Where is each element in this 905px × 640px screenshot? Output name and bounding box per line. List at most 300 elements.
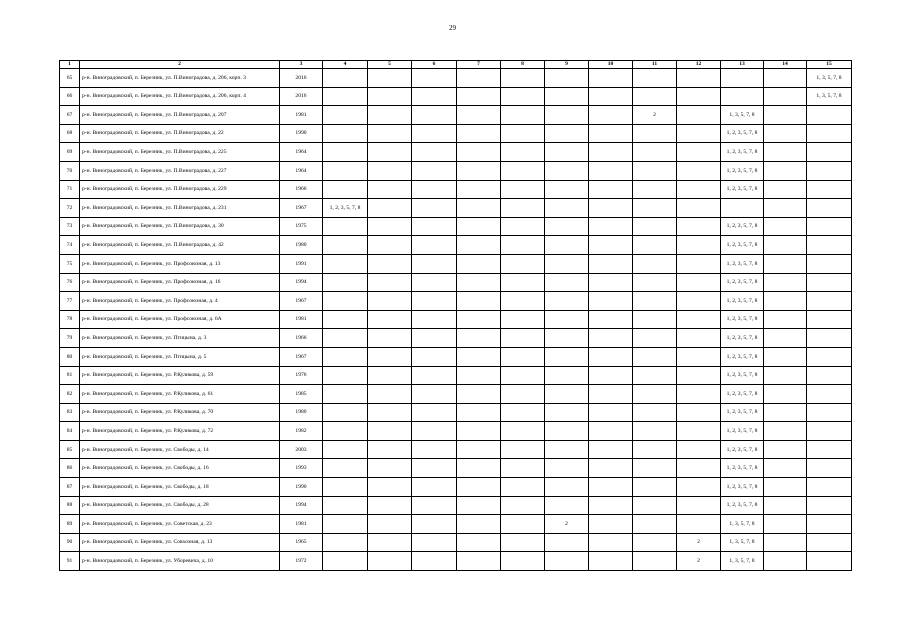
col-8-cell [501, 161, 545, 180]
col-9-cell [545, 552, 589, 571]
col-5-cell [368, 273, 412, 292]
col-12-cell [677, 273, 721, 292]
table-row [60, 69, 852, 88]
row-number: 67 [60, 106, 80, 125]
col-5-cell [368, 329, 412, 348]
row-number: 91 [60, 552, 80, 571]
column-header-2: 2 [80, 61, 280, 69]
address-cell: р-н. Виноградовский, п. Березник, ул. Р.Куликова, д. 61 [80, 385, 280, 404]
col-5-cell [368, 180, 412, 199]
col-13-cell: 1, 3, 5, 7, 8 [721, 552, 764, 571]
col-10-cell [589, 161, 633, 180]
col-10-cell [589, 347, 633, 366]
col-9-cell [545, 143, 589, 162]
col-11-cell [633, 366, 677, 385]
col-4-cell [323, 217, 368, 236]
row-number: 72 [60, 199, 80, 218]
year-cell: 1967 [280, 347, 323, 366]
address-cell: р-н. Виноградовский, п. Березник, ул. П.Виноградова, д. 229 [80, 180, 280, 199]
table-row [60, 161, 852, 180]
col-6-cell [412, 69, 457, 88]
col-8-cell [501, 310, 545, 329]
col-12-cell [677, 385, 721, 404]
col-14-cell [764, 106, 807, 125]
col-12-cell [677, 180, 721, 199]
col-11-cell [633, 161, 677, 180]
col-10-cell [589, 180, 633, 199]
col-10-cell [589, 273, 633, 292]
col-14-cell [764, 366, 807, 385]
address-cell: р-н. Виноградовский, п. Березник, ул. П.Виноградова, д. 206, корп. 3 [80, 69, 280, 88]
col-10-cell [589, 236, 633, 255]
row-number: 65 [60, 69, 80, 88]
col-12-cell [677, 329, 721, 348]
row-number: 76 [60, 273, 80, 292]
col-12-cell [677, 87, 721, 106]
col-13-cell: 1, 2, 3, 5, 7, 8 [721, 422, 764, 441]
table-row [60, 217, 852, 236]
row-number: 84 [60, 422, 80, 441]
col-12-cell [677, 440, 721, 459]
col-10-cell [589, 385, 633, 404]
col-9-cell [545, 273, 589, 292]
row-number: 71 [60, 180, 80, 199]
table-row [60, 143, 852, 162]
col-4-cell [323, 496, 368, 515]
col-4-cell [323, 347, 368, 366]
col-8-cell [501, 273, 545, 292]
col-13-cell: 1, 2, 3, 5, 7, 8 [721, 478, 764, 497]
col-4-cell [323, 254, 368, 273]
column-header-5: 5 [368, 61, 412, 69]
col-14-cell [764, 143, 807, 162]
address-cell: р-н. Виноградовский, п. Березник, ул. Свободы, д. 18 [80, 478, 280, 497]
col-9-cell [545, 366, 589, 385]
col-7-cell [457, 329, 501, 348]
col-4-cell [323, 87, 368, 106]
year-cell: 1967 [280, 199, 323, 218]
col-6-cell [412, 440, 457, 459]
col-15-cell [807, 515, 852, 534]
col-8-cell [501, 292, 545, 311]
table-row [60, 515, 852, 534]
col-4-cell [323, 422, 368, 441]
col-4-cell [323, 124, 368, 143]
col-10-cell [589, 496, 633, 515]
col-9-cell [545, 403, 589, 422]
col-12-cell [677, 236, 721, 255]
col-12-cell [677, 515, 721, 534]
col-12-cell [677, 403, 721, 422]
row-number: 74 [60, 236, 80, 255]
col-4-cell [323, 459, 368, 478]
table-row [60, 459, 852, 478]
col-12-cell [677, 143, 721, 162]
col-7-cell [457, 496, 501, 515]
col-9-cell [545, 292, 589, 311]
col-5-cell [368, 254, 412, 273]
col-14-cell [764, 273, 807, 292]
col-14-cell [764, 403, 807, 422]
col-7-cell [457, 515, 501, 534]
col-7-cell [457, 403, 501, 422]
year-cell: 2016 [280, 87, 323, 106]
col-13-cell: 1, 3, 5, 7, 8 [721, 106, 764, 125]
address-cell: р-н. Виноградовский, п. Березник, ул. Птицына, д. 3 [80, 329, 280, 348]
col-4-cell [323, 143, 368, 162]
col-8-cell [501, 143, 545, 162]
col-12-cell [677, 106, 721, 125]
col-5-cell [368, 124, 412, 143]
col-8-cell [501, 533, 545, 552]
col-15-cell [807, 199, 852, 218]
col-6-cell [412, 217, 457, 236]
table-row [60, 87, 852, 106]
col-13-cell: 1, 2, 3, 5, 7, 8 [721, 217, 764, 236]
year-cell: 1990 [280, 478, 323, 497]
col-13-cell [721, 87, 764, 106]
col-6-cell [412, 180, 457, 199]
col-10-cell [589, 69, 633, 88]
row-number: 89 [60, 515, 80, 534]
table-row [60, 440, 852, 459]
col-13-cell: 1, 2, 3, 5, 7, 8 [721, 385, 764, 404]
col-10-cell [589, 143, 633, 162]
col-13-cell [721, 69, 764, 88]
col-5-cell [368, 440, 412, 459]
row-number: 78 [60, 310, 80, 329]
row-number: 70 [60, 161, 80, 180]
col-14-cell [764, 422, 807, 441]
col-4-cell [323, 310, 368, 329]
col-10-cell [589, 87, 633, 106]
col-15-cell [807, 161, 852, 180]
col-11-cell [633, 69, 677, 88]
col-11-cell [633, 440, 677, 459]
col-15-cell [807, 403, 852, 422]
col-5-cell [368, 478, 412, 497]
col-8-cell [501, 440, 545, 459]
col-5-cell [368, 69, 412, 88]
col-7-cell [457, 69, 501, 88]
col-14-cell [764, 459, 807, 478]
year-cell: 1991 [280, 254, 323, 273]
col-12-cell [677, 292, 721, 311]
year-cell: 1966 [280, 180, 323, 199]
column-header-4: 4 [323, 61, 368, 69]
row-number: 66 [60, 87, 80, 106]
col-7-cell [457, 87, 501, 106]
table-row [60, 366, 852, 385]
col-12-cell [677, 124, 721, 143]
col-14-cell [764, 69, 807, 88]
year-cell: 1994 [280, 496, 323, 515]
col-15-cell [807, 273, 852, 292]
col-7-cell [457, 236, 501, 255]
col-5-cell [368, 199, 412, 218]
col-9-cell [545, 440, 589, 459]
address-cell: р-н. Виноградовский, п. Березник, ул. П.Виноградова, д. 227 [80, 161, 280, 180]
col-15-cell [807, 217, 852, 236]
column-header-9: 9 [545, 61, 589, 69]
col-8-cell [501, 254, 545, 273]
table-row [60, 496, 852, 515]
col-13-cell: 1, 3, 5, 7, 8 [721, 533, 764, 552]
address-cell: р-н. Виноградовский, п. Березник, ул. Свободы, д. 16 [80, 459, 280, 478]
col-9-cell [545, 180, 589, 199]
col-14-cell [764, 310, 807, 329]
table-row [60, 403, 852, 422]
col-11-cell [633, 143, 677, 162]
address-cell: р-н. Виноградовский, п. Березник, ул. Профсоюзная, д. 13 [80, 254, 280, 273]
col-4-cell [323, 515, 368, 534]
col-6-cell [412, 329, 457, 348]
col-14-cell [764, 217, 807, 236]
col-15-cell [807, 533, 852, 552]
col-7-cell [457, 273, 501, 292]
col-12-cell: 2 [677, 533, 721, 552]
col-6-cell [412, 422, 457, 441]
col-4-cell [323, 385, 368, 404]
col-11-cell [633, 347, 677, 366]
address-cell: р-н. Виноградовский, п. Березник, ул. Профсоюзная, д. 16 [80, 273, 280, 292]
col-12-cell [677, 459, 721, 478]
col-7-cell [457, 385, 501, 404]
table-row [60, 180, 852, 199]
col-11-cell [633, 199, 677, 218]
col-15-cell [807, 329, 852, 348]
col-4-cell [323, 273, 368, 292]
col-6-cell [412, 385, 457, 404]
address-cell: р-н. Виноградовский, п. Березник, ул. П.Виноградова, д. 231 [80, 199, 280, 218]
col-6-cell [412, 478, 457, 497]
col-5-cell [368, 310, 412, 329]
row-number: 90 [60, 533, 80, 552]
col-4-cell [323, 292, 368, 311]
col-11-cell [633, 496, 677, 515]
col-6-cell [412, 459, 457, 478]
col-14-cell [764, 180, 807, 199]
column-header-1: 1 [60, 61, 80, 69]
table-row [60, 236, 852, 255]
col-9-cell [545, 199, 589, 218]
table-row [60, 292, 852, 311]
col-11-cell [633, 515, 677, 534]
row-number: 86 [60, 459, 80, 478]
col-6-cell [412, 254, 457, 273]
table-row [60, 329, 852, 348]
col-5-cell [368, 422, 412, 441]
col-12-cell [677, 217, 721, 236]
col-4-cell [323, 161, 368, 180]
row-number: 69 [60, 143, 80, 162]
address-cell: р-н. Виноградовский, п. Березник, ул. Уборевича, д. 10 [80, 552, 280, 571]
col-4-cell [323, 329, 368, 348]
col-11-cell [633, 310, 677, 329]
address-cell: р-н. Виноградовский, п. Березник, ул. Советская, д. 23 [80, 515, 280, 534]
column-header-14: 14 [764, 61, 807, 69]
column-header-7: 7 [457, 61, 501, 69]
col-5-cell [368, 496, 412, 515]
col-15-cell [807, 347, 852, 366]
col-15-cell [807, 385, 852, 404]
col-9-cell [545, 161, 589, 180]
col-5-cell [368, 347, 412, 366]
col-7-cell [457, 366, 501, 385]
column-header-8: 8 [501, 61, 545, 69]
col-12-cell [677, 310, 721, 329]
year-cell: 1990 [280, 124, 323, 143]
col-5-cell [368, 161, 412, 180]
page-number: 29 [449, 24, 456, 32]
col-12-cell: 2 [677, 552, 721, 571]
column-header-6: 6 [412, 61, 457, 69]
address-cell: р-н. Виноградовский, п. Березник, ул. Профсоюзная, д. 4 [80, 292, 280, 311]
col-6-cell [412, 347, 457, 366]
col-8-cell [501, 496, 545, 515]
col-14-cell [764, 236, 807, 255]
col-6-cell [412, 533, 457, 552]
col-14-cell [764, 496, 807, 515]
year-cell: 1981 [280, 310, 323, 329]
table-row [60, 273, 852, 292]
row-number: 87 [60, 478, 80, 497]
col-15-cell [807, 180, 852, 199]
col-7-cell [457, 422, 501, 441]
col-7-cell [457, 310, 501, 329]
col-7-cell [457, 143, 501, 162]
row-number: 79 [60, 329, 80, 348]
row-number: 75 [60, 254, 80, 273]
col-7-cell [457, 254, 501, 273]
address-cell: р-н. Виноградовский, п. Березник, ул. Р.Куликова, д. 59 [80, 366, 280, 385]
col-15-cell [807, 236, 852, 255]
year-cell: 1972 [280, 552, 323, 571]
col-10-cell [589, 403, 633, 422]
col-4-cell [323, 180, 368, 199]
col-4-cell [323, 236, 368, 255]
year-cell: 1994 [280, 273, 323, 292]
col-9-cell: 2 [545, 515, 589, 534]
col-9-cell [545, 422, 589, 441]
col-15-cell [807, 106, 852, 125]
table-body [60, 69, 852, 571]
col-14-cell [764, 199, 807, 218]
year-cell: 1985 [280, 385, 323, 404]
col-15-cell [807, 478, 852, 497]
address-cell: р-н. Виноградовский, п. Березник, ул. Совхозная, д. 13 [80, 533, 280, 552]
col-8-cell [501, 459, 545, 478]
col-7-cell [457, 180, 501, 199]
col-11-cell [633, 459, 677, 478]
col-13-cell [721, 199, 764, 218]
col-13-cell: 1, 2, 3, 5, 7, 8 [721, 496, 764, 515]
col-7-cell [457, 217, 501, 236]
table-row [60, 385, 852, 404]
row-number: 81 [60, 366, 80, 385]
col-15-cell [807, 254, 852, 273]
col-11-cell [633, 180, 677, 199]
col-8-cell [501, 366, 545, 385]
col-5-cell [368, 87, 412, 106]
year-cell: 1982 [280, 422, 323, 441]
col-6-cell [412, 552, 457, 571]
col-13-cell: 1, 2, 3, 5, 7, 8 [721, 236, 764, 255]
col-7-cell [457, 292, 501, 311]
column-header-13: 13 [721, 61, 764, 69]
col-7-cell [457, 552, 501, 571]
col-15-cell: 1, 3, 5, 7, 8 [807, 87, 852, 106]
row-number: 77 [60, 292, 80, 311]
address-cell: р-н. Виноградовский, п. Березник, ул. Р.Куликова, д. 72 [80, 422, 280, 441]
table-row [60, 552, 852, 571]
col-14-cell [764, 161, 807, 180]
col-15-cell [807, 459, 852, 478]
column-header-12: 12 [677, 61, 721, 69]
col-15-cell [807, 366, 852, 385]
col-11-cell [633, 533, 677, 552]
col-13-cell: 1, 2, 3, 5, 7, 8 [721, 366, 764, 385]
col-6-cell [412, 403, 457, 422]
col-8-cell [501, 385, 545, 404]
column-header-15: 15 [807, 61, 852, 69]
col-13-cell: 1, 2, 3, 5, 7, 8 [721, 273, 764, 292]
col-10-cell [589, 124, 633, 143]
col-12-cell [677, 254, 721, 273]
row-number: 68 [60, 124, 80, 143]
row-number: 83 [60, 403, 80, 422]
table-row [60, 347, 852, 366]
col-5-cell [368, 459, 412, 478]
col-4-cell [323, 366, 368, 385]
col-6-cell [412, 292, 457, 311]
col-4-cell: 1, 2, 3, 5, 7, 8 [323, 199, 368, 218]
col-13-cell: 1, 2, 3, 5, 7, 8 [721, 124, 764, 143]
col-8-cell [501, 236, 545, 255]
col-8-cell [501, 329, 545, 348]
col-13-cell: 1, 2, 3, 5, 7, 8 [721, 180, 764, 199]
col-8-cell [501, 515, 545, 534]
col-9-cell [545, 329, 589, 348]
col-10-cell [589, 310, 633, 329]
col-6-cell [412, 124, 457, 143]
col-6-cell [412, 366, 457, 385]
col-7-cell [457, 440, 501, 459]
col-8-cell [501, 124, 545, 143]
col-5-cell [368, 385, 412, 404]
table-row [60, 533, 852, 552]
year-cell: 2003 [280, 440, 323, 459]
col-14-cell [764, 440, 807, 459]
col-5-cell [368, 217, 412, 236]
year-cell: 1993 [280, 459, 323, 478]
col-11-cell [633, 329, 677, 348]
col-10-cell [589, 440, 633, 459]
col-8-cell [501, 552, 545, 571]
table-row [60, 106, 852, 125]
col-14-cell [764, 87, 807, 106]
col-9-cell [545, 69, 589, 88]
col-9-cell [545, 124, 589, 143]
col-14-cell [764, 533, 807, 552]
address-cell: р-н. Виноградовский, п. Березник, ул. П.Виноградова, д. 225 [80, 143, 280, 162]
col-4-cell [323, 403, 368, 422]
col-13-cell: 1, 2, 3, 5, 7, 8 [721, 292, 764, 311]
address-cell: р-н. Виноградовский, п. Березник, ул. П.Виноградова, д. 30 [80, 217, 280, 236]
col-15-cell [807, 496, 852, 515]
col-13-cell: 1, 2, 3, 5, 7, 8 [721, 310, 764, 329]
col-12-cell [677, 347, 721, 366]
